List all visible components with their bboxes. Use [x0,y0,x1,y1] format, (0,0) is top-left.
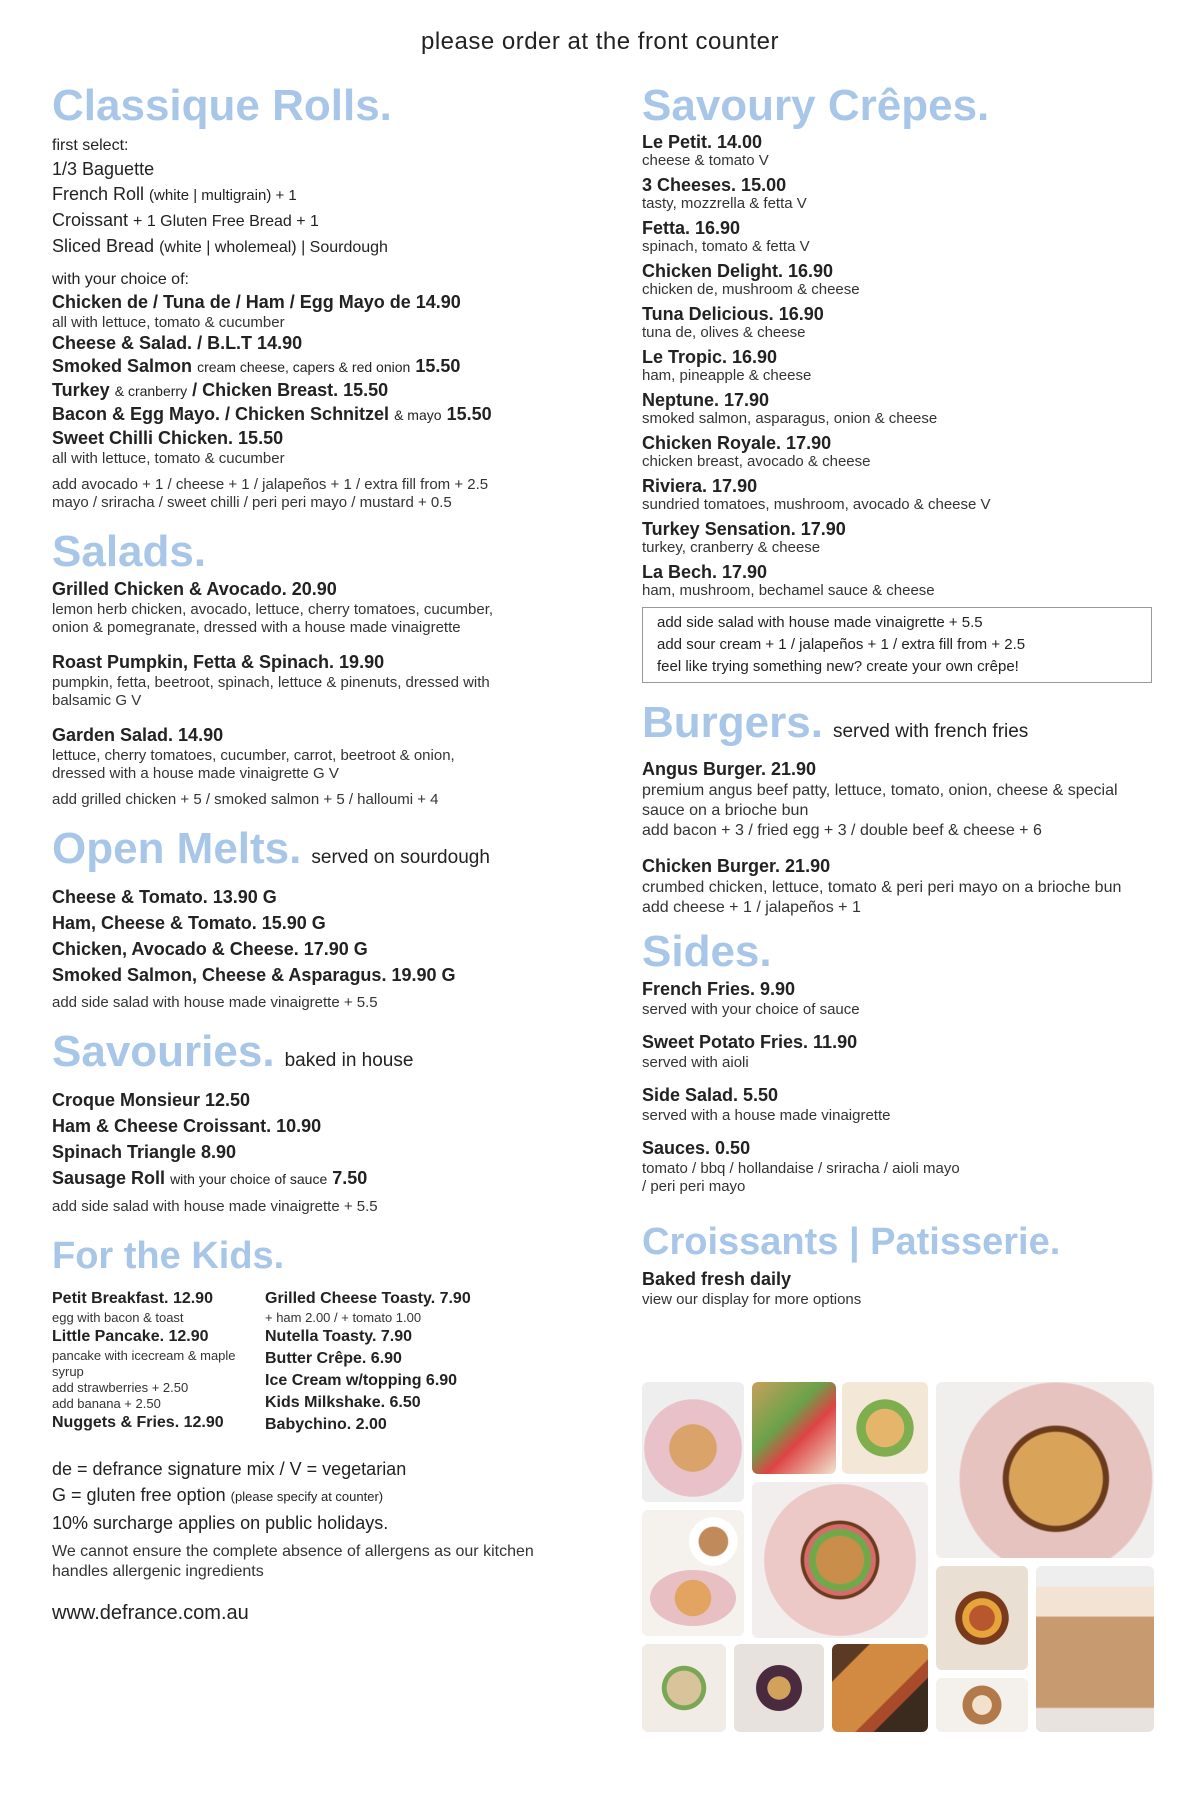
crepe-item [642,347,1152,384]
crepe-desc: turkey, cranberry & cheese [642,539,821,556]
big-breakfast-photo [936,1566,1028,1670]
coffee-photo [642,1510,744,1636]
kids-item: Kids Milkshake. 6.50 [265,1394,421,1411]
kids-item: Grilled Cheese Toasty. 7.90 + ham 2.00 / + tomato 1.00 [265,1290,471,1325]
side-item [642,1084,1152,1125]
roll-line-sub: all with lettuce, tomato & cucumber [52,314,285,331]
first-select: first select: [52,137,129,154]
side-name: Side Salad. 5.50 [642,1085,779,1105]
avocado-toast-photo [752,1482,928,1638]
melt-item: Chicken, Avocado & Cheese. 17.90 G [52,939,368,959]
roll-line: Turkey & cranberry / Chicken Breast. 15.50 [52,380,389,400]
crepe-addons-box [642,607,1152,683]
crepe-addon: feel like trying something new? create your own crêpe! [657,658,1019,675]
bread-item: 1/3 Baguette [52,159,155,179]
salad-addons: add grilled chicken + 5 / smoked salmon + 5 / halloumi + 4 [52,791,439,808]
crepe-item [642,433,1152,470]
salads-title: Salads. [52,527,207,576]
side-item [642,1031,1152,1072]
kids-addon: add banana + 2.50 [52,1396,161,1411]
patisserie-desc: view our display for more options [642,1291,862,1308]
savouries-title: Savouries. baked in house [52,1027,414,1076]
roll-addons: mayo / sriracha / sweet chilli / peri peri mayo / mustard + 0.5 [52,494,452,511]
crepe-name: Le Petit. 14.00 [642,132,763,152]
savoury-item: Sausage Roll with your choice of sauce 7.50 [52,1168,368,1188]
toasted-sandwich-photo [832,1644,928,1732]
order-notice: please order at the front counter [420,28,780,55]
savoury-addons: add side salad with house made vinaigrette + 5.5 [52,1198,378,1215]
legend-line: 10% surcharge applies on public holidays. [52,1513,389,1533]
crepe-plate-photo [642,1382,744,1502]
burger-item: Angus Burger. 21.90 premium angus beef patty, lettuce, tomato, onion, cheese & special sauce on a brioche bun add bacon + 3 / fried egg + 3 / double beef & cheese + 6 [642,759,1118,839]
left-column [52,80,612,1625]
crepe-name: Fetta. 16.90 [642,218,741,238]
crepe-desc: sundried tomatoes, mushroom, avocado & cheese V [642,496,991,513]
crepe-name: Riviera. 17.90 [642,476,758,496]
kids-item: Petit Breakfast. 12.90 egg with bacon & toast [52,1290,213,1325]
kids-item: Butter Crêpe. 6.90 [265,1350,402,1367]
milkshake-photo [1036,1566,1154,1732]
wrap-photo [642,1644,726,1732]
salad-item: Roast Pumpkin, Fetta & Spinach. 19.90 pumpkin, fetta, beetroot, spinach, lettuce & pinenuts, dressed with balsamic G V [52,652,490,709]
crepe-name: Le Tropic. 16.90 [642,347,778,367]
side-item [642,978,1152,1019]
roll-line-sub: all with lettuce, tomato & cucumber [52,450,285,467]
kids-item: Nutella Toasty. 7.90 [265,1328,413,1345]
kids-title: For the Kids. [52,1235,285,1277]
kids-item: Babychino. 2.00 [265,1416,387,1433]
bread-item: French Roll (white | multigrain) + 1 [52,184,297,204]
melt-addons: add side salad with house made vinaigrette + 5.5 [52,994,378,1011]
kids-addon: add strawberries + 2.50 [52,1380,189,1395]
crepe-item [642,175,1152,212]
crepes-title: Savoury Crêpes. [642,81,990,130]
crepe-addon: add sour cream + 1 / jalapeños + 1 / extra fill from + 2.5 [657,636,1026,653]
crepe-desc: chicken de, mushroom & cheese [642,281,860,298]
roll-line: Smoked Salmon cream cheese, capers & red onion 15.50 [52,356,461,376]
crepe-name: La Bech. 17.90 [642,562,768,582]
crepe-item [642,132,1152,169]
with-choice: with your choice of: [52,271,189,288]
photo-collage [642,1382,1154,1732]
kids-item: Nuggets & Fries. 12.90 [52,1414,224,1431]
website-url: www.defrance.com.au [52,1602,249,1624]
melt-item: Smoked Salmon, Cheese & Asparagus. 19.90 G [52,965,456,985]
melt-item: Cheese & Tomato. 13.90 G [52,887,277,907]
sides-title: Sides. [642,927,772,976]
crepe-name: Neptune. 17.90 [642,390,770,410]
allergen-note: We cannot ensure the complete absence of allergens as our kitchen handles allergenic ingredients [52,1543,534,1580]
patisserie-name: Baked fresh daily [642,1269,792,1289]
melts-title: Open Melts. served on sourdough [52,824,490,873]
crepe-name: Turkey Sensation. 17.90 [642,519,846,539]
crepe-name: 3 Cheeses. 15.00 [642,175,787,195]
crepe-list [642,132,1152,599]
patisserie-title: Croissants | Patisserie. [642,1221,1061,1263]
side-item [642,1137,1152,1196]
crepe-item [642,304,1152,341]
crepe-desc: tuna de, olives & cheese [642,324,806,341]
roll-addons: add avocado + 1 / cheese + 1 / jalapeños + 1 / extra fill from + 2.5 [52,476,489,493]
crepe-desc: chicken breast, avocado & cheese [642,453,871,470]
sides-list [642,978,1152,1196]
toast-photo [842,1382,928,1474]
savoury-item: Spinach Triangle 8.90 [52,1142,237,1162]
roll-line: Bacon & Egg Mayo. / Chicken Schnitzel & mayo 15.50 [52,404,492,424]
crepe-desc: smoked salmon, asparagus, onion & cheese [642,410,938,427]
latte-photo [936,1678,1028,1732]
kids-item: Little Pancake. 12.90 pancake with icecream & maple syrup [52,1328,236,1379]
kids-item: Ice Cream w/topping 6.90 [265,1372,458,1389]
melt-item: Ham, Cheese & Tomato. 15.90 G [52,913,326,933]
crepe-item [642,476,1152,513]
sandwich-photo [752,1382,836,1474]
side-name: French Fries. 9.90 [642,979,796,999]
bread-item: Sliced Bread (white | wholemeal) | Sourdough [52,236,388,256]
crepe-name: Chicken Delight. 16.90 [642,261,834,281]
right-column [642,80,1152,1309]
savoury-item: Croque Monsieur 12.50 [52,1090,251,1110]
crepe-desc: cheese & tomato V [642,152,769,169]
kids-col [265,1288,525,1436]
roll-line: Chicken de / Tuna de / Ham / Egg Mayo de 14.90 [52,292,461,312]
crepe-desc: spinach, tomato & fetta V [642,238,810,255]
acai-bowl-photo [734,1644,824,1732]
nutella-crepe-photo [936,1382,1154,1558]
burger-item: Chicken Burger. 21.90 crumbed chicken, lettuce, tomato & peri peri mayo on a brioche bun add cheese + 1 / jalapeños + 1 [642,856,1122,916]
bread-list [52,157,612,260]
bread-item: Croissant + 1 Gluten Free Bread + 1 [52,210,319,230]
side-desc: served with a house made vinaigrette [642,1107,891,1124]
legend-line: G = gluten free option (please specify at counter) [52,1485,384,1505]
salad-item: Grilled Chicken & Avocado. 20.90 lemon herb chicken, avocado, lettuce, cherry tomatoes, cucumber, onion & pomegranate, dressed with a house made vinaigrette [52,579,494,636]
salad-item: Garden Salad. 14.90 lettuce, cherry tomatoes, cucumber, carrot, beetroot & onion, dressed with a house made vinaigrette G V [52,725,455,782]
crepe-item [642,519,1152,556]
crepe-item [642,261,1152,298]
side-desc: served with aioli [642,1054,749,1071]
crepe-name: Tuna Delicious. 16.90 [642,304,824,324]
burgers-title: Burgers. served with french fries [642,698,1029,747]
side-name: Sweet Potato Fries. 11.90 [642,1032,858,1052]
crepe-desc: ham, pineapple & cheese [642,367,812,384]
crepe-item [642,218,1152,255]
crepe-name: Chicken Royale. 17.90 [642,433,832,453]
legend-line: de = defrance signature mix / V = vegetarian [52,1459,407,1479]
crepe-item [642,390,1152,427]
crepe-desc: tasty, mozzrella & fetta V [642,195,807,212]
side-desc: served with your choice of sauce [642,1001,860,1018]
side-desc: tomato / bbq / hollandaise / sriracha / aioli mayo / peri peri mayo [642,1160,960,1195]
crepe-item [642,562,1152,599]
roll-line: Sweet Chilli Chicken. 15.50 [52,428,284,448]
crepe-desc: ham, mushroom, bechamel sauce & cheese [642,582,935,599]
crepe-addon: add side salad with house made vinaigrette + 5.5 [657,614,983,631]
savoury-item: Ham & Cheese Croissant. 10.90 [52,1116,322,1136]
kids-col [52,1288,237,1436]
rolls-title: Classique Rolls. [52,81,392,130]
roll-line: Cheese & Salad. / B.L.T 14.90 [52,333,303,353]
kids-menu [52,1288,612,1436]
side-name: Sauces. 0.50 [642,1138,751,1158]
